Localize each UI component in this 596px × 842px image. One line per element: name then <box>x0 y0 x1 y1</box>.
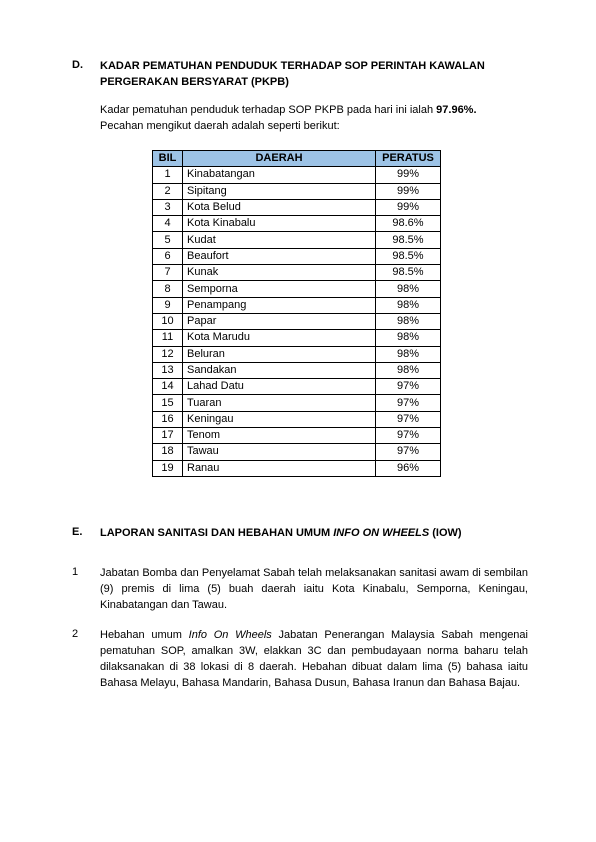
cell-bil: 12 <box>153 346 183 362</box>
section-d-intro <box>100 102 528 134</box>
table-row <box>153 444 441 460</box>
cell-daerah: Papar <box>183 313 376 329</box>
cell-daerah: Penampang <box>183 297 376 313</box>
cell-peratus: 98% <box>376 346 441 362</box>
header-peratus: PERATUS <box>376 151 441 167</box>
cell-daerah: Ranau <box>183 460 376 476</box>
table-row <box>153 313 441 329</box>
cell-daerah: Kudat <box>183 232 376 248</box>
item-text-part: Jabatan Penerangan Malaysia Sabah mengenai pematuhan SOP, amalkan 3W, elakkan 3C dan pembudayaan norma baharu telah dilaksanakan di 38 lokasi di 8 daerah. Hebahan dibuat dalam lima (5) bahasa iaitu Bahasa Melayu, Bahasa Mandarin, Bahasa Dusun, Bahasa Iranun dan Bahasa Bajau. <box>100 629 528 689</box>
cell-bil: 6 <box>153 248 183 264</box>
cell-bil: 5 <box>153 232 183 248</box>
compliance-rate: 97.96%. <box>436 104 477 116</box>
cell-bil: 14 <box>153 379 183 395</box>
cell-peratus: 96% <box>376 460 441 476</box>
item-text <box>100 627 528 691</box>
section-e-title-text: LAPORAN SANITASI DAN HEBAHAN UMUM <box>100 527 334 539</box>
cell-daerah: Kota Marudu <box>183 330 376 346</box>
cell-peratus: 98% <box>376 313 441 329</box>
item-number: 2 <box>72 628 79 640</box>
item-text-italic: Info On Wheels <box>188 629 272 641</box>
item-number: 1 <box>72 566 79 578</box>
table-row <box>153 281 441 297</box>
table-row <box>153 232 441 248</box>
table-row <box>153 395 441 411</box>
cell-peratus: 99% <box>376 183 441 199</box>
cell-peratus: 98.5% <box>376 232 441 248</box>
cell-peratus: 98.5% <box>376 265 441 281</box>
cell-daerah: Beaufort <box>183 248 376 264</box>
cell-bil: 4 <box>153 216 183 232</box>
cell-daerah: Tuaran <box>183 395 376 411</box>
cell-daerah: Kunak <box>183 265 376 281</box>
cell-peratus: 98% <box>376 330 441 346</box>
table-row <box>153 167 441 183</box>
table-row <box>153 362 441 378</box>
cell-peratus: 97% <box>376 428 441 444</box>
cell-peratus: 97% <box>376 395 441 411</box>
table-header-row <box>153 151 441 167</box>
table-row <box>153 216 441 232</box>
table-row <box>153 460 441 476</box>
table-row <box>153 265 441 281</box>
table-row <box>153 199 441 215</box>
cell-bil: 13 <box>153 362 183 378</box>
cell-daerah: Sipitang <box>183 183 376 199</box>
cell-bil: 1 <box>153 167 183 183</box>
header-daerah: DAERAH <box>183 151 376 167</box>
table-row <box>153 248 441 264</box>
table-row <box>153 411 441 427</box>
cell-peratus: 98% <box>376 281 441 297</box>
cell-daerah: Lahad Datu <box>183 379 376 395</box>
cell-peratus: 97% <box>376 444 441 460</box>
section-e-title <box>100 525 530 541</box>
cell-bil: 18 <box>153 444 183 460</box>
section-e-letter: E. <box>72 526 83 538</box>
cell-peratus: 97% <box>376 379 441 395</box>
header-bil: BIL <box>153 151 183 167</box>
cell-peratus: 98% <box>376 297 441 313</box>
cell-daerah: Kota Kinabalu <box>183 216 376 232</box>
cell-peratus: 97% <box>376 411 441 427</box>
cell-bil: 19 <box>153 460 183 476</box>
cell-daerah: Beluran <box>183 346 376 362</box>
cell-bil: 2 <box>153 183 183 199</box>
section-d-title: KADAR PEMATUHAN PENDUDUK TERHADAP SOP PERINTAH KAWALAN PERGERAKAN BERSYARAT (PKPB) <box>100 60 485 88</box>
compliance-table <box>152 150 441 477</box>
section-e-title-italic: INFO ON WHEELS <box>333 527 430 539</box>
cell-daerah: Kota Belud <box>183 199 376 215</box>
table-row <box>153 379 441 395</box>
cell-bil: 8 <box>153 281 183 297</box>
cell-peratus: 99% <box>376 199 441 215</box>
cell-daerah: Tenom <box>183 428 376 444</box>
cell-peratus: 98.6% <box>376 216 441 232</box>
section-d-letter: D. <box>72 59 83 71</box>
table-row <box>153 330 441 346</box>
cell-bil: 17 <box>153 428 183 444</box>
cell-bil: 11 <box>153 330 183 346</box>
cell-peratus: 99% <box>376 167 441 183</box>
item-text-part: Hebahan umum <box>100 629 189 641</box>
table-row <box>153 346 441 362</box>
cell-bil: 9 <box>153 297 183 313</box>
item-text: Jabatan Bomba dan Penyelamat Sabah telah melaksanakan sanitasi awam di sembilan (9) premis di lima (5) buah daerah iaitu Kota Kinabalu, Semporna, Keningau, Kinabatangan dan Tawau. <box>100 567 528 611</box>
cell-daerah: Kinabatangan <box>183 167 376 183</box>
cell-bil: 7 <box>153 265 183 281</box>
cell-bil: 10 <box>153 313 183 329</box>
cell-bil: 15 <box>153 395 183 411</box>
intro-text: Kadar pematuhan penduduk terhadap SOP PKPB pada hari ini ialah <box>100 104 437 116</box>
section-e-title-suffix: (IOW) <box>429 527 462 539</box>
cell-bil: 16 <box>153 411 183 427</box>
table-row <box>153 297 441 313</box>
intro-text-2: Pecahan mengikut daerah adalah seperti berikut: <box>100 120 340 132</box>
table-row <box>153 183 441 199</box>
cell-daerah: Tawau <box>183 444 376 460</box>
cell-daerah: Keningau <box>183 411 376 427</box>
cell-daerah: Semporna <box>183 281 376 297</box>
cell-peratus: 98.5% <box>376 248 441 264</box>
table-row <box>153 428 441 444</box>
cell-bil: 3 <box>153 199 183 215</box>
cell-peratus: 98% <box>376 362 441 378</box>
cell-daerah: Sandakan <box>183 362 376 378</box>
